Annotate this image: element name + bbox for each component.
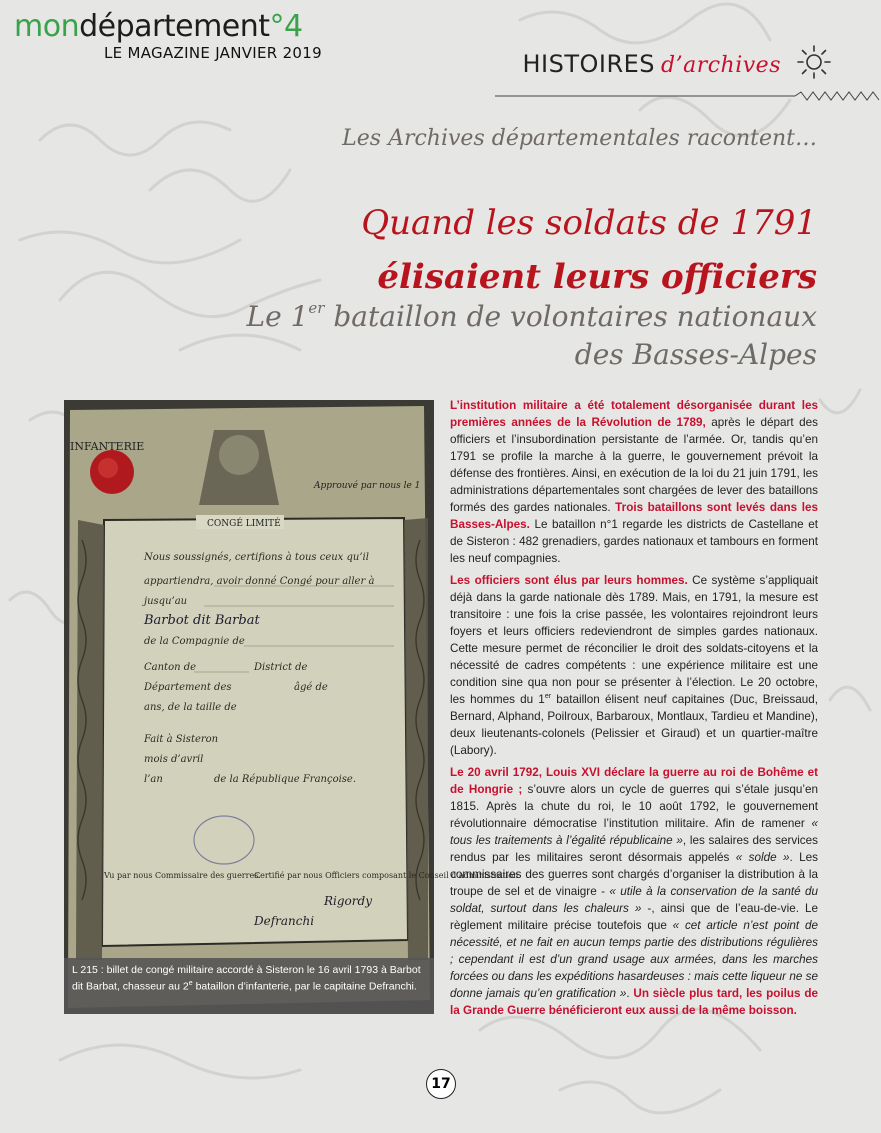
kicker: Les Archives départementales racontent…	[342, 126, 817, 151]
paragraph-1	[450, 397, 818, 567]
doc-republique: de la République Françoise.	[214, 774, 357, 785]
p1-text-2: Le bataillon n°1 regarde les districts de Castellane et de Sisteron : 482 grenadiers, gardes nationaux et tambours en forment les neuf compagnies.	[450, 518, 818, 565]
caption-part-2: bataillon d’infanterie, par le capitaine Defranchi.	[192, 980, 417, 993]
doc-an: l’an	[144, 774, 163, 785]
doc-body-3: jusqu’au	[144, 596, 188, 607]
p2-sup: er	[544, 693, 552, 701]
p3-quote-4: « cet article n’est point de nécessité, et ne fait en aucun temps partie des distributions régulières ; cependant il est d’un grand usage aux armées, dans les marches forcées ou dans les expéditions hasardeuses : mais cette liqueur ne se donne jamais qu’en gratification »	[450, 919, 818, 1000]
p3-text-3: . Les commissaires des guerres sont chargés d’organiser la distribution à la troupe de sel et de vinaigre -	[450, 851, 819, 898]
p3-text-1: s’ouvre alors un cycle de guerres qui s’étale jusqu’en 1815. Après la chute du roi, le 10 août 1792, le gouvernement révolutionnaire démocratise l’institution militaire. Afin de ramener	[450, 783, 818, 830]
doc-conge-label: CONGÉ LIMITÉ	[207, 519, 281, 529]
p3-text-2: , les salaires des services rendus par les militaires seront désormais appelés	[450, 834, 818, 864]
title-line-1: Quand les soldats de 1791	[361, 203, 817, 243]
caption-sup: e	[188, 980, 193, 987]
caption-part-1: L 215 : billet de congé militaire accordé à Sisteron le 16 avril 1793 à Barbot dit Barbat, chasseur au 2	[72, 964, 421, 993]
doc-body-2: appartiendra, avoir donné Congé pour aller à	[144, 576, 375, 587]
doc-heading: INFANTERIE	[70, 440, 145, 453]
doc-dept: Département des	[144, 682, 232, 693]
p2-text-1: Ce système s’appliquait déjà dans la garde nationale dès 1789. Mais, en 1791, la mesure est transitoire : une fois la crise passée, les volontaires rejoindront leurs foyers et leurs officiers redeviendront de simples gardes nationaux. Cette mesure permet de réconcilier le droit des soldats-citoyens et la nécessité de cadres compétents : une expérience militaire est une condition sine qua non pour se présenter à l’élection. Le 20 octobre, les hommes du 1	[450, 574, 818, 706]
doc-body-1: Nous soussignés, certifions à tous ceux qu’il	[144, 552, 369, 563]
doc-ans: ans, de la taille de	[144, 702, 237, 713]
doc-mois: mois d’avril	[144, 754, 204, 765]
doc-footer-right: Certifié par nous Officiers composant le Conseil d’administration	[254, 871, 519, 880]
doc-compagnie: de la Compagnie de	[144, 636, 245, 647]
p3-highlight-1: Le 20 avril 1792, Louis XVI déclare la guerre au roi de Bohême et de Hongrie ;	[450, 766, 818, 796]
p2-highlight-1: Les officiers sont élus par leurs hommes.	[450, 574, 688, 587]
p1-text-1: après le départ des officiers et l’insubordination persistante de l’armée. Or, tandis qu’en 1791 se profile la marche à la guerre, le gouvernement prévoit la défense des frontières. Ainsi, en exécution de la loi du 21 juin 1791, les administrations départementales sont chargées de lever des bataillons formés des gardes nationales.	[450, 416, 818, 514]
masthead	[14, 10, 322, 62]
archive-document-photo	[64, 400, 519, 1014]
subtitle-sup: er	[308, 299, 325, 317]
paragraph-3	[450, 764, 818, 1019]
article-body	[450, 397, 818, 1024]
page-number: 17	[426, 1069, 456, 1099]
p3-highlight-2: Un siècle plus tard, les poilus de la Grande Guerre bénéficieront eux aussi de la même boisson.	[450, 987, 818, 1017]
p3-quote-1: « tous les traitements à l’égalité républicaine »	[450, 817, 818, 847]
p1-highlight-1: L’institution militaire a été totalement désorganisée durant les premières années de la Révolution de 1789,	[450, 399, 818, 429]
subtitle-line-1: bataillon de volontaires nationaux	[324, 300, 817, 333]
p3-text-5: .	[626, 987, 630, 1000]
doc-approval: Approuvé par nous le 1	[314, 481, 421, 491]
doc-soldier-name: Barbot dit Barbat	[144, 613, 260, 628]
p3-text-4: -, ainsi que de l’eau-de-vie. Le règlement militaire précise toutefois que	[450, 902, 818, 932]
p2-text-2: bataillon élisent neuf capitaines (Duc, Breissaud, Bernard, Alphand, Poilroux, Barbaroux, Montlaux, Tardieu et Mandine), deux lieutenants-colonels (Pelissier et Giraud) et un quartier-maître (Labory).	[450, 693, 818, 757]
rubric-sub: d’archives	[661, 53, 781, 78]
rubric-main: HISTOIRES	[522, 50, 656, 78]
sun-icon	[796, 44, 832, 80]
magazine-logo	[14, 10, 322, 44]
subtitle-line-2: des Basses-Alpes	[574, 338, 817, 371]
doc-fait: Fait à Sisteron	[144, 734, 219, 745]
p3-quote-2: « solde »	[735, 851, 790, 864]
doc-canton: Canton de	[144, 662, 197, 673]
p1-highlight-2: Trois bataillons sont levés dans les Basses-Alpes.	[450, 501, 818, 531]
logo-number: °4	[269, 9, 303, 44]
doc-signature-2: Defranchi	[254, 914, 315, 928]
doc-footer-left: Vu par nous Commissaire des guerres.	[104, 871, 261, 880]
decorative-zigzag	[495, 90, 881, 104]
article-subtitle	[247, 298, 817, 374]
photo-caption	[64, 958, 434, 1014]
subtitle-pre: Le 1	[246, 300, 309, 333]
logo-mon: mon	[14, 9, 80, 44]
p3-quote-3: « utile à la conservation de la santé du soldat, surtout dans les chaleurs »	[450, 885, 818, 915]
rubric-header	[522, 50, 781, 78]
article-title	[361, 196, 817, 304]
doc-district: District de	[254, 662, 308, 673]
logo-departement: département	[79, 9, 270, 44]
paragraph-2	[450, 572, 818, 759]
doc-age: âgé de	[294, 682, 328, 693]
magazine-date: LE MAGAZINE JANVIER 2019	[104, 44, 322, 62]
title-line-2: élisaient leurs officiers	[377, 257, 817, 297]
doc-signature-1: Rigordy	[324, 894, 372, 908]
